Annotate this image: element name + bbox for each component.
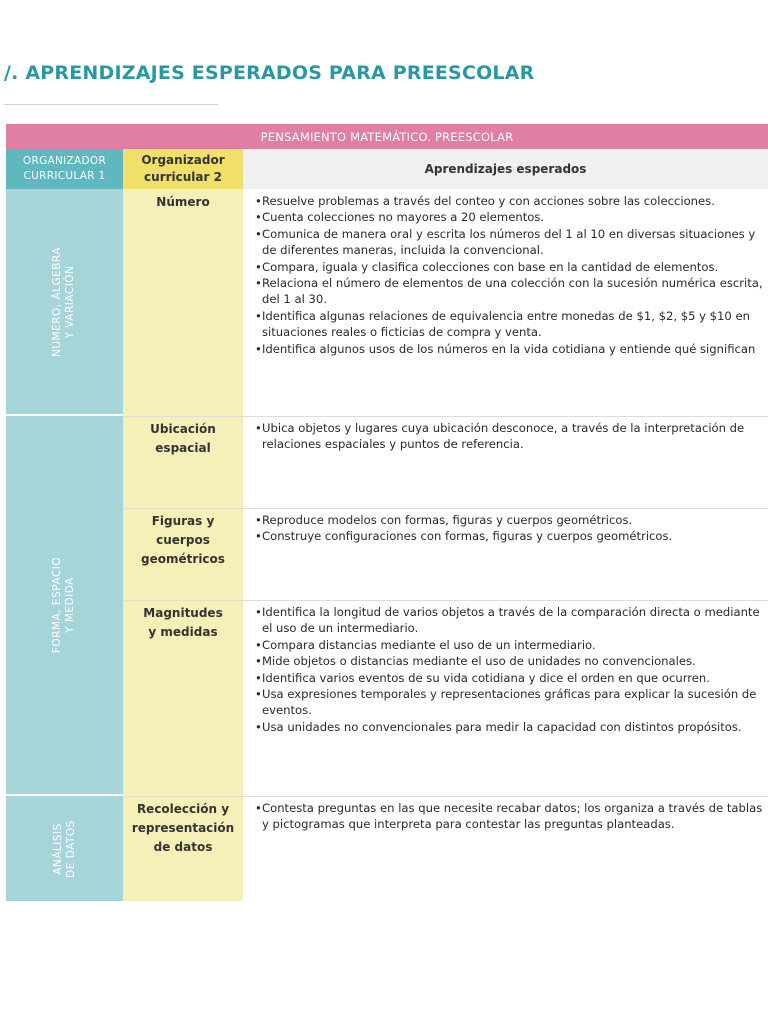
org2-line: Número — [156, 195, 210, 209]
learning-item — [255, 528, 768, 544]
learning-item — [255, 226, 768, 259]
learning-item-text: Identifica algunos usos de los números en la vida cotidiana y entiende qué significan — [262, 341, 756, 356]
learning-item — [255, 259, 768, 275]
row-divider — [123, 416, 768, 417]
learning-item-text: Resuelve problemas a través del conteo y con acciones sobre las colecciones. — [262, 194, 715, 208]
learning-item-text: Construye configuraciones con formas, figuras y cuerpos geométricos. — [262, 529, 673, 544]
org1-line: Y MEDIDA — [64, 577, 77, 633]
aprendizajes-numero — [243, 189, 768, 416]
org2-line: geométricos — [141, 552, 225, 566]
learning-item — [255, 637, 768, 653]
table-banner: PENSAMIENTO MATEMÁTICO. PREESCOLAR — [6, 124, 768, 149]
learning-item-text: Identifica algunas relaciones de equivalencia entre monedas de $1, $2, $5 y $10 en situaciones reales o ficticias de compra y venta. — [262, 308, 750, 340]
learning-item-text: Ubica objetos y lugares cuya ubicación desconoce, a través de la interpretación de relaciones espaciales y puntos de referencia. — [262, 421, 745, 452]
learning-item — [255, 653, 768, 669]
header-organizador-1 — [6, 149, 123, 189]
aprendizajes-figuras — [243, 508, 768, 600]
learning-item-text: Identifica varios eventos de su vida cotidiana y dice el orden en que ocurren. — [262, 670, 710, 685]
row-divider — [123, 796, 768, 797]
header-org1-line: CURRICULAR 1 — [23, 170, 106, 182]
aprendizajes-ubicacion — [243, 416, 768, 508]
learning-item-text: Usa unidades no convencionales para medir la capacidad con distintos propósitos. — [262, 719, 742, 734]
org2-numero — [123, 189, 243, 416]
header-org2-line: Organizador — [141, 153, 225, 167]
aprendizajes-magnitudes — [243, 600, 768, 796]
org2-line: representación — [131, 821, 235, 835]
learning-table — [6, 124, 768, 901]
title-underline — [4, 104, 218, 105]
learning-item — [255, 800, 768, 833]
learning-item — [255, 670, 768, 686]
org2-line: Ubicación — [150, 422, 216, 436]
learning-item — [255, 420, 768, 453]
header-aprendizajes: Aprendizajes esperados — [243, 149, 768, 189]
learning-item — [255, 193, 768, 209]
learning-item-text: Contesta preguntas en las que necesite recabar datos; los organiza a través de tablas y pictogramas que interpreta para contestar las preguntas planteadas. — [262, 801, 763, 832]
learning-item-text: Comunica de manera oral y escrita los números del 1 al 10 en diversas situaciones y de diferentes maneras, incluida la convencional. — [262, 226, 756, 258]
learning-item-text: Relaciona el número de elementos de una colección con la sucesión numérica escrita, del 1 al 30. — [262, 276, 763, 307]
org2-line: Recolección y — [136, 802, 230, 816]
org2-line: Figuras y cuerpos — [151, 514, 215, 547]
header-org2-line: curricular 2 — [144, 170, 222, 184]
org1-line: FORMA, ESPACIO — [51, 556, 64, 654]
learning-item-text: Identifica la longitud de varios objetos a través de la comparación directa o mediante el uso de un intermediario. — [262, 605, 760, 636]
learning-item-text: Cuenta colecciones no mayores a 20 elementos. — [262, 210, 545, 225]
learning-item — [255, 209, 768, 225]
learning-item — [255, 341, 768, 357]
org2-line: Magnitudes — [143, 606, 223, 620]
org1-analisis-datos — [6, 796, 123, 901]
org1-line: ANÁLISIS — [51, 822, 64, 875]
header-org1-line: ORGANIZADOR — [22, 155, 107, 167]
org1-forma-espacio — [6, 416, 123, 794]
row-divider — [123, 600, 768, 601]
aprendizajes-datos — [243, 796, 768, 901]
org1-line: Y VARIACIÓN — [64, 265, 77, 338]
learning-item-text: Reproduce modelos con formas, figuras y cuerpos geométricos. — [262, 513, 633, 527]
org1-numero-algebra — [6, 189, 123, 414]
learning-item — [255, 719, 768, 735]
org2-line: de datos — [153, 840, 213, 854]
org2-figuras-cuerpos — [123, 508, 243, 600]
learning-item — [255, 686, 768, 719]
header-organizador-2 — [123, 149, 243, 189]
row-divider — [123, 508, 768, 509]
learning-item — [255, 512, 768, 528]
learning-item-text: Mide objetos o distancias mediante el uso de unidades no convencionales. — [262, 654, 696, 669]
learning-item — [255, 275, 768, 308]
org2-line: y medidas — [148, 625, 218, 639]
org2-line: espacial — [155, 441, 211, 455]
learning-item-text: Usa expresiones temporales y representaciones gráficas para explicar la sucesión de eventos. — [262, 687, 757, 718]
org2-recoleccion-datos — [123, 796, 243, 901]
org1-line: DE DATOS — [64, 819, 77, 878]
learning-item-text: Compara distancias mediante el uso de un intermediario. — [262, 637, 596, 652]
org2-magnitudes-medidas — [123, 600, 243, 796]
learning-item — [255, 308, 768, 341]
org2-ubicacion-espacial — [123, 416, 243, 508]
learning-item-text: Compara, iguala y clasifica colecciones con base en la cantidad de elementos. — [262, 259, 719, 274]
learning-item — [255, 604, 768, 637]
org1-line: NÚMERO, ÁLGEBRA — [51, 246, 64, 357]
page-title: /. APRENDIZAJES ESPERADOS PARA PREESCOLAR — [4, 62, 535, 84]
